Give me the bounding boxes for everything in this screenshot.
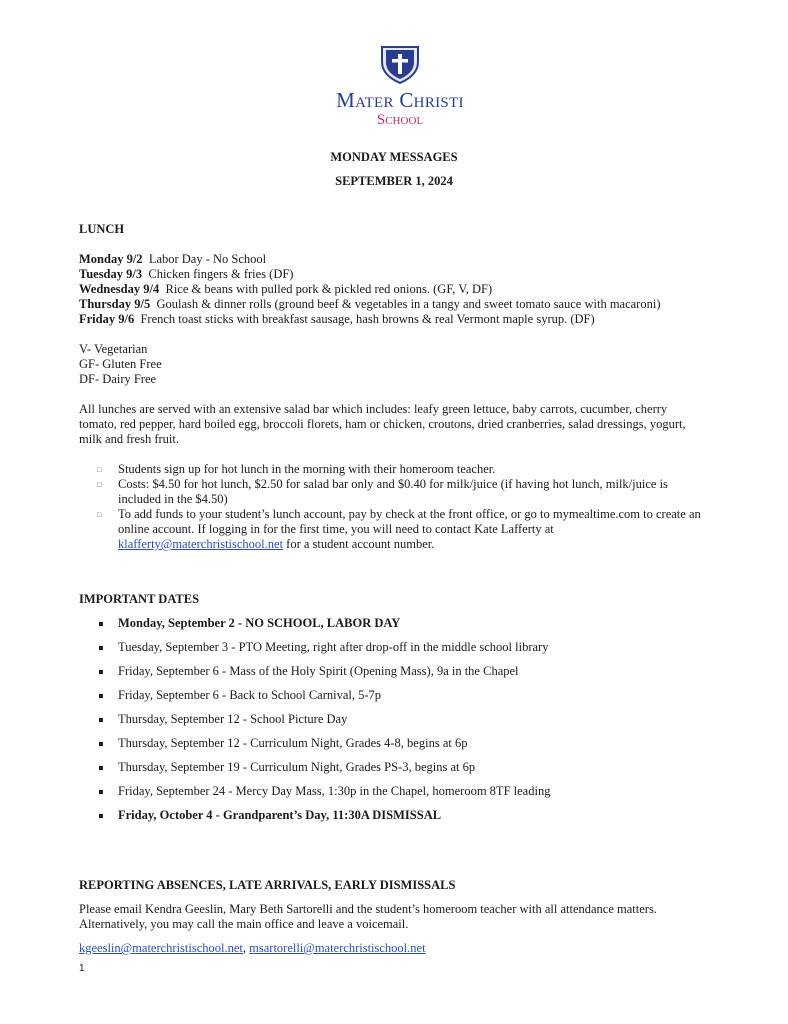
lunch-day: Wednesday 9/4: [79, 282, 160, 296]
important-date-text: Thursday, September 12 - Curriculum Night, Grades 4-8, begins at 6p: [118, 736, 468, 750]
email-separator: ,: [242, 941, 250, 955]
document-title: MONDAY MESSAGES: [330, 150, 458, 164]
lunch-item: French toast sticks with breakfast sausage, hash browns & real Vermont maple syrup. (DF): [140, 312, 595, 326]
important-dates-heading: IMPORTANT DATES: [79, 592, 200, 606]
lunch-signup-note: Students sign up for hot lunch in the morning with their homeroom teacher.: [118, 462, 496, 476]
lunch-item: Chicken fingers & fries (DF): [148, 267, 294, 281]
lunch-item: Rice & beans with pulled pork & pickled red onions. (GF, V, DF): [165, 282, 493, 296]
square-bullet-icon: [99, 718, 103, 722]
square-bullet-icon: [99, 646, 103, 650]
lunch-costs-note: Costs: $4.50 for hot lunch, $2.50 for salad bar only and $0.40 for milk/juice (if having hot lunch, milk/juice is included in the $4.50): [118, 477, 668, 506]
square-bullet-icon: [99, 694, 103, 698]
lafferty-email-link[interactable]: klafferty@materchristischool.net: [118, 537, 284, 551]
funds-text: To add funds to your student’s lunch account, pay by check at the front office, or go to mymealtime.com to create an online account. If logging in for the first time, you will need to contact Kate Lafferty at: [118, 507, 701, 536]
lunch-menu-row: [79, 252, 266, 267]
legend-dairy-free: DF- Dairy Free: [79, 372, 157, 386]
bullet-marker: □: [97, 466, 102, 474]
lunch-item: Goulash & dinner rolls (ground beef & vegetables in a tangy and sweet tomato sauce with macaroni): [156, 297, 661, 311]
lunch-funds-note: [118, 507, 703, 552]
shield-cross-icon: [379, 44, 421, 84]
lunch-heading: LUNCH: [79, 222, 125, 236]
legend-vegetarian: V- Vegetarian: [79, 342, 148, 356]
lunch-day: Friday 9/6: [79, 312, 135, 326]
important-date-text: Friday, September 6 - Back to School Carnival, 5-7p: [118, 688, 382, 702]
lunch-day: Monday 9/2: [79, 252, 143, 266]
square-bullet-icon: [99, 670, 103, 674]
bullet-marker: □: [97, 511, 102, 519]
lunch-item: Labor Day - No School: [148, 252, 267, 266]
important-date-text: Friday, September 24 - Mercy Day Mass, 1:30p in the Chapel, homeroom 8TF leading: [118, 784, 551, 798]
absences-heading: REPORTING ABSENCES, LATE ARRIVALS, EARLY DISMISSALS: [79, 878, 456, 892]
geeslin-email-link[interactable]: kgeeslin@materchristischool.net: [79, 941, 243, 955]
page-number: 1: [79, 963, 85, 974]
absences-paragraph: Please email Kendra Geeslin, Mary Beth Sartorelli and the student’s homeroom teacher with all attendance matters. Alternatively, you may call the main office and leave a voicemail.: [79, 902, 657, 931]
logo-school-sub: School: [376, 112, 424, 128]
important-date-text: Monday, September 2 - NO SCHOOL, LABOR DAY: [118, 616, 401, 630]
important-date-text: Tuesday, September 3 - PTO Meeting, right after drop-off in the middle school library: [118, 640, 549, 654]
lunch-day: Tuesday 9/3: [79, 267, 143, 281]
important-date-text: Friday, September 6 - Mass of the Holy Spirit (Opening Mass), 9a in the Chapel: [118, 664, 519, 678]
square-bullet-icon: [99, 766, 103, 770]
lunch-menu-row: [79, 282, 492, 297]
attendance-emails: [79, 941, 426, 956]
lunch-menu-row: [79, 312, 595, 327]
square-bullet-icon: [99, 790, 103, 794]
sartorelli-email-link[interactable]: msartorelli@materchristischool.net: [249, 941, 426, 955]
bullet-marker: □: [97, 481, 102, 489]
lunch-menu-row: [79, 297, 661, 312]
important-date-text: Thursday, September 12 - School Picture Day: [118, 712, 348, 726]
funds-tail: for a student account number.: [283, 537, 435, 551]
lunch-day: Thursday 9/5: [79, 297, 151, 311]
legend-gluten-free: GF- Gluten Free: [79, 357, 162, 371]
school-logo: [300, 44, 500, 134]
square-bullet-icon: [99, 742, 103, 746]
important-date-text: Friday, October 4 - Grandparent’s Day, 11:30A DISMISSAL: [118, 808, 442, 822]
square-bullet-icon: [99, 622, 103, 626]
salad-bar-paragraph: All lunches are served with an extensive salad bar which includes: leafy green lettuce, baby carrots, cucumber, cherry tomato, red pepper, hard boiled egg, broccoli florets, ham or chicken, croutons, dried cranberries, salad dressings, yogurt, milk and fresh fruit.: [79, 402, 686, 446]
square-bullet-icon: [99, 814, 103, 818]
document-date: SEPTEMBER 1, 2024: [335, 174, 453, 188]
important-date-text: Thursday, September 19 - Curriculum Night, Grades PS-3, begins at 6p: [118, 760, 476, 774]
lunch-menu-row: [79, 267, 293, 282]
logo-school-name: Mater Christi: [336, 88, 464, 112]
